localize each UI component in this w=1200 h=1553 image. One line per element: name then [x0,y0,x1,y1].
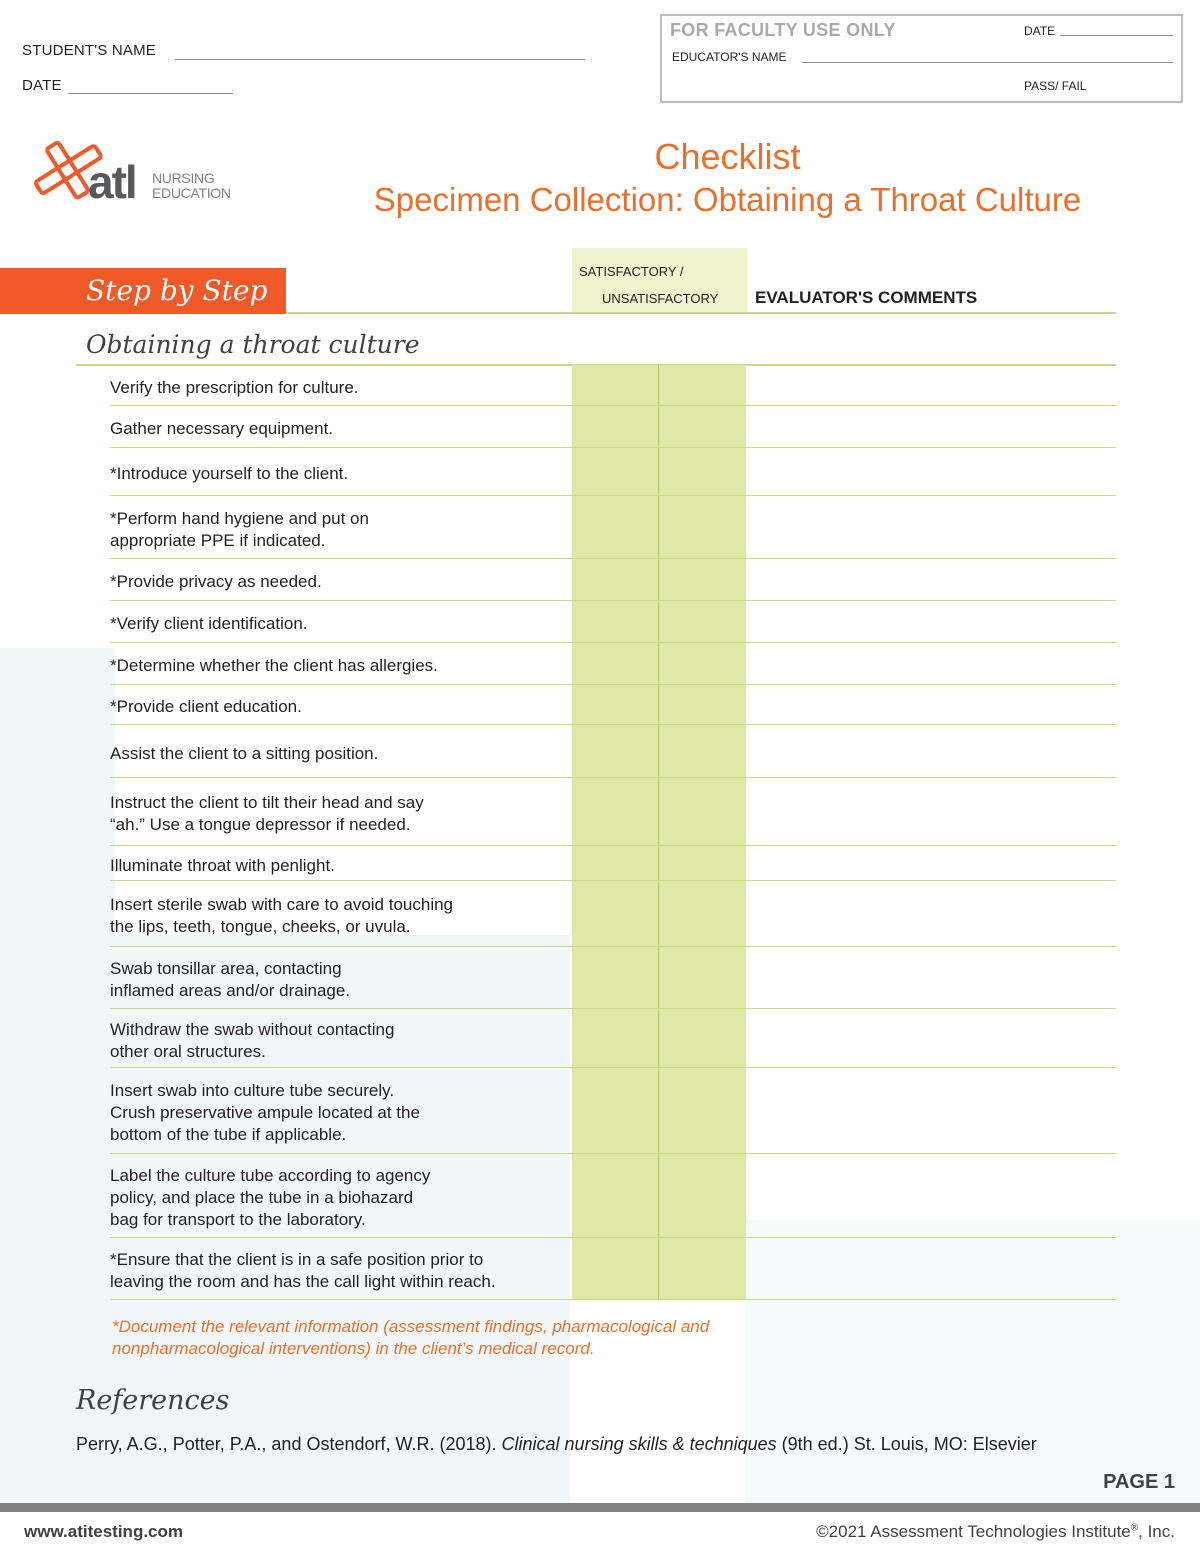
reference-publisher: (9th ed.) St. Louis, MO: Elsevier [776,1434,1037,1454]
student-name-label: STUDENT'S NAME [22,42,157,59]
faculty-use-box [660,14,1183,103]
registered-mark: ® [1130,1522,1139,1534]
checklist-step-line: bottom of the tube if applicable. [110,1125,347,1144]
footer-bar [0,1503,1200,1512]
logo-subtitle [152,171,231,201]
faculty-title: FOR FACULTY USE ONLY [670,20,896,40]
checklist-row [110,1238,1116,1300]
checklist-step-line: leaving the room and has the call light within reach. [110,1272,496,1291]
checklist-step-text [110,743,378,765]
checklist-step-line: Illuminate throat with penlight. [110,855,335,875]
checklist-row [110,601,1116,643]
copyright [816,1522,1175,1542]
checklist-step-line: bag for transport to the laboratory. [110,1210,366,1229]
student-name-field[interactable] [175,59,585,60]
logo-brand: atl [88,156,136,208]
page-title: Checklist [654,136,801,177]
reference-authors: Perry, A.G., Potter, P.A., and Ostendorf, W.R. (2018). [76,1434,502,1454]
checklist-step-text [110,655,438,677]
checklist-step-line: inflamed areas and/or drainage. [110,981,351,1000]
page-subtitle: Specimen Collection: Obtaining a Throat Culture [373,181,1082,218]
logo-line-2: EDUCATION [152,185,231,201]
checklist-step-text [110,418,333,440]
faculty-date-label: DATE [1024,24,1056,38]
checklist-step-line: Insert sterile swab with care to avoid touching [110,895,454,914]
checklist-row [110,846,1116,881]
checklist-step-text [110,571,322,593]
checklist-row [110,778,1116,846]
checklist-step-text [110,508,369,552]
checklist-step-line: *Perform hand hygiene and put on [110,508,369,528]
checklist-step-text [110,1019,394,1063]
background-panel [0,648,115,1503]
ati-logo [28,133,258,213]
checklist-step-line: “ah.” Use a tongue depressor if needed. [110,815,411,834]
checklist-step-line: Label the culture tube according to agency [110,1166,431,1185]
copyright-suffix: , Inc. [1138,1522,1175,1541]
logo-line-1: NURSING [152,170,215,186]
row-divider [110,1299,1116,1300]
checklist-step-text [110,1080,420,1146]
checklist-row [110,881,1116,947]
page-number: PAGE 1 [1103,1471,1175,1493]
header-rule [286,312,1116,314]
student-date-field[interactable] [68,93,233,94]
checklist-row [110,685,1116,725]
evaluator-comments-header: EVALUATOR'S COMMENTS [755,288,978,307]
checklist-step-text [110,377,359,399]
checklist-step-line: Instruct the client to tilt their head and say [110,793,424,812]
checklist-step-line: Withdraw the swab without contacting [110,1019,395,1039]
student-date-label: DATE [22,77,62,94]
faculty-date-field[interactable] [1060,35,1173,36]
checklist-row [110,1154,1116,1238]
checklist-step-text [110,1165,430,1231]
checklist-step-text [110,613,308,635]
checklist-row [110,643,1116,685]
checklist-step-line: *Verify client identification. [110,614,308,633]
checklist-step-text [110,855,335,877]
checklist-step-line: *Introduce yourself to the client. [110,464,349,483]
checklist-row [110,1068,1116,1154]
checklist-step-line: the lips, teeth, tongue, cheeks, or uvula. [110,917,411,936]
checklist-step-line: Verify the prescription for culture. [110,377,359,397]
checklist-row [110,496,1116,559]
checklist-step-text [110,958,350,1002]
reference-entry [76,1434,1037,1455]
checklist-step-line: *Determine whether the client has allergies. [110,656,438,675]
checklist-step-line: Assist the client to a sitting position. [110,743,379,763]
references-title: References [76,1385,230,1416]
checklist-step-line: *Provide privacy as needed. [110,572,322,591]
checklist-step-line: Insert swab into culture tube securely. [110,1081,395,1100]
checklist-step-line: Crush preservative ampule located at the [110,1103,420,1122]
checklist-step-text [110,894,453,938]
checklist-step-line: *Ensure that the client is in a safe position prior to [110,1250,484,1269]
reference-book-title: Clinical nursing skills & techniques [501,1434,777,1454]
checklist-step-text [110,792,424,836]
website-link[interactable]: www.atitesting.com [24,1522,184,1541]
note-line-1: *Document the relevant information (assessment findings, pharmacological and [112,1317,710,1336]
unsatisfactory-label: UNSATISFACTORY [602,291,719,306]
educator-name-label: EDUCATOR'S NAME [672,50,787,64]
checklist-step-line: policy, and place the tube in a biohazard [110,1188,414,1207]
documentation-note [112,1316,709,1360]
checklist-step-line: other oral structures. [110,1041,266,1061]
checklist-step-line: Gather necessary equipment. [110,419,334,438]
checklist-row [110,725,1116,778]
educator-name-field[interactable] [802,62,1173,63]
satisfactory-label: SATISFACTORY / [579,264,684,279]
checklist-step-text [110,463,348,485]
checklist-step-text [110,1249,496,1293]
satisfactory-header [572,248,747,314]
checklist-step-line: Swab tonsillar area, contacting [110,959,342,978]
checklist-row [110,947,1116,1009]
note-line-2: nonpharmacological interventions) in the client’s medical record. [112,1339,595,1358]
checklist-row [110,1009,1116,1068]
checklist-row [110,559,1116,601]
checklist-step-line: appropriate PPE if indicated. [110,530,326,550]
checklist-row [110,365,1116,406]
section-title: Obtaining a throat culture [86,330,420,359]
checklist-step-line: *Provide client education. [110,697,302,716]
pass-fail-label: PASS/ FAIL [1024,79,1087,93]
copyright-text: ©2021 Assessment Technologies Institute [816,1522,1131,1541]
banner-label: Step by Step [86,274,268,307]
checklist-step-text [110,696,302,718]
checklist-row [110,448,1116,496]
step-by-step-banner [0,268,286,314]
checklist-row [110,406,1116,448]
